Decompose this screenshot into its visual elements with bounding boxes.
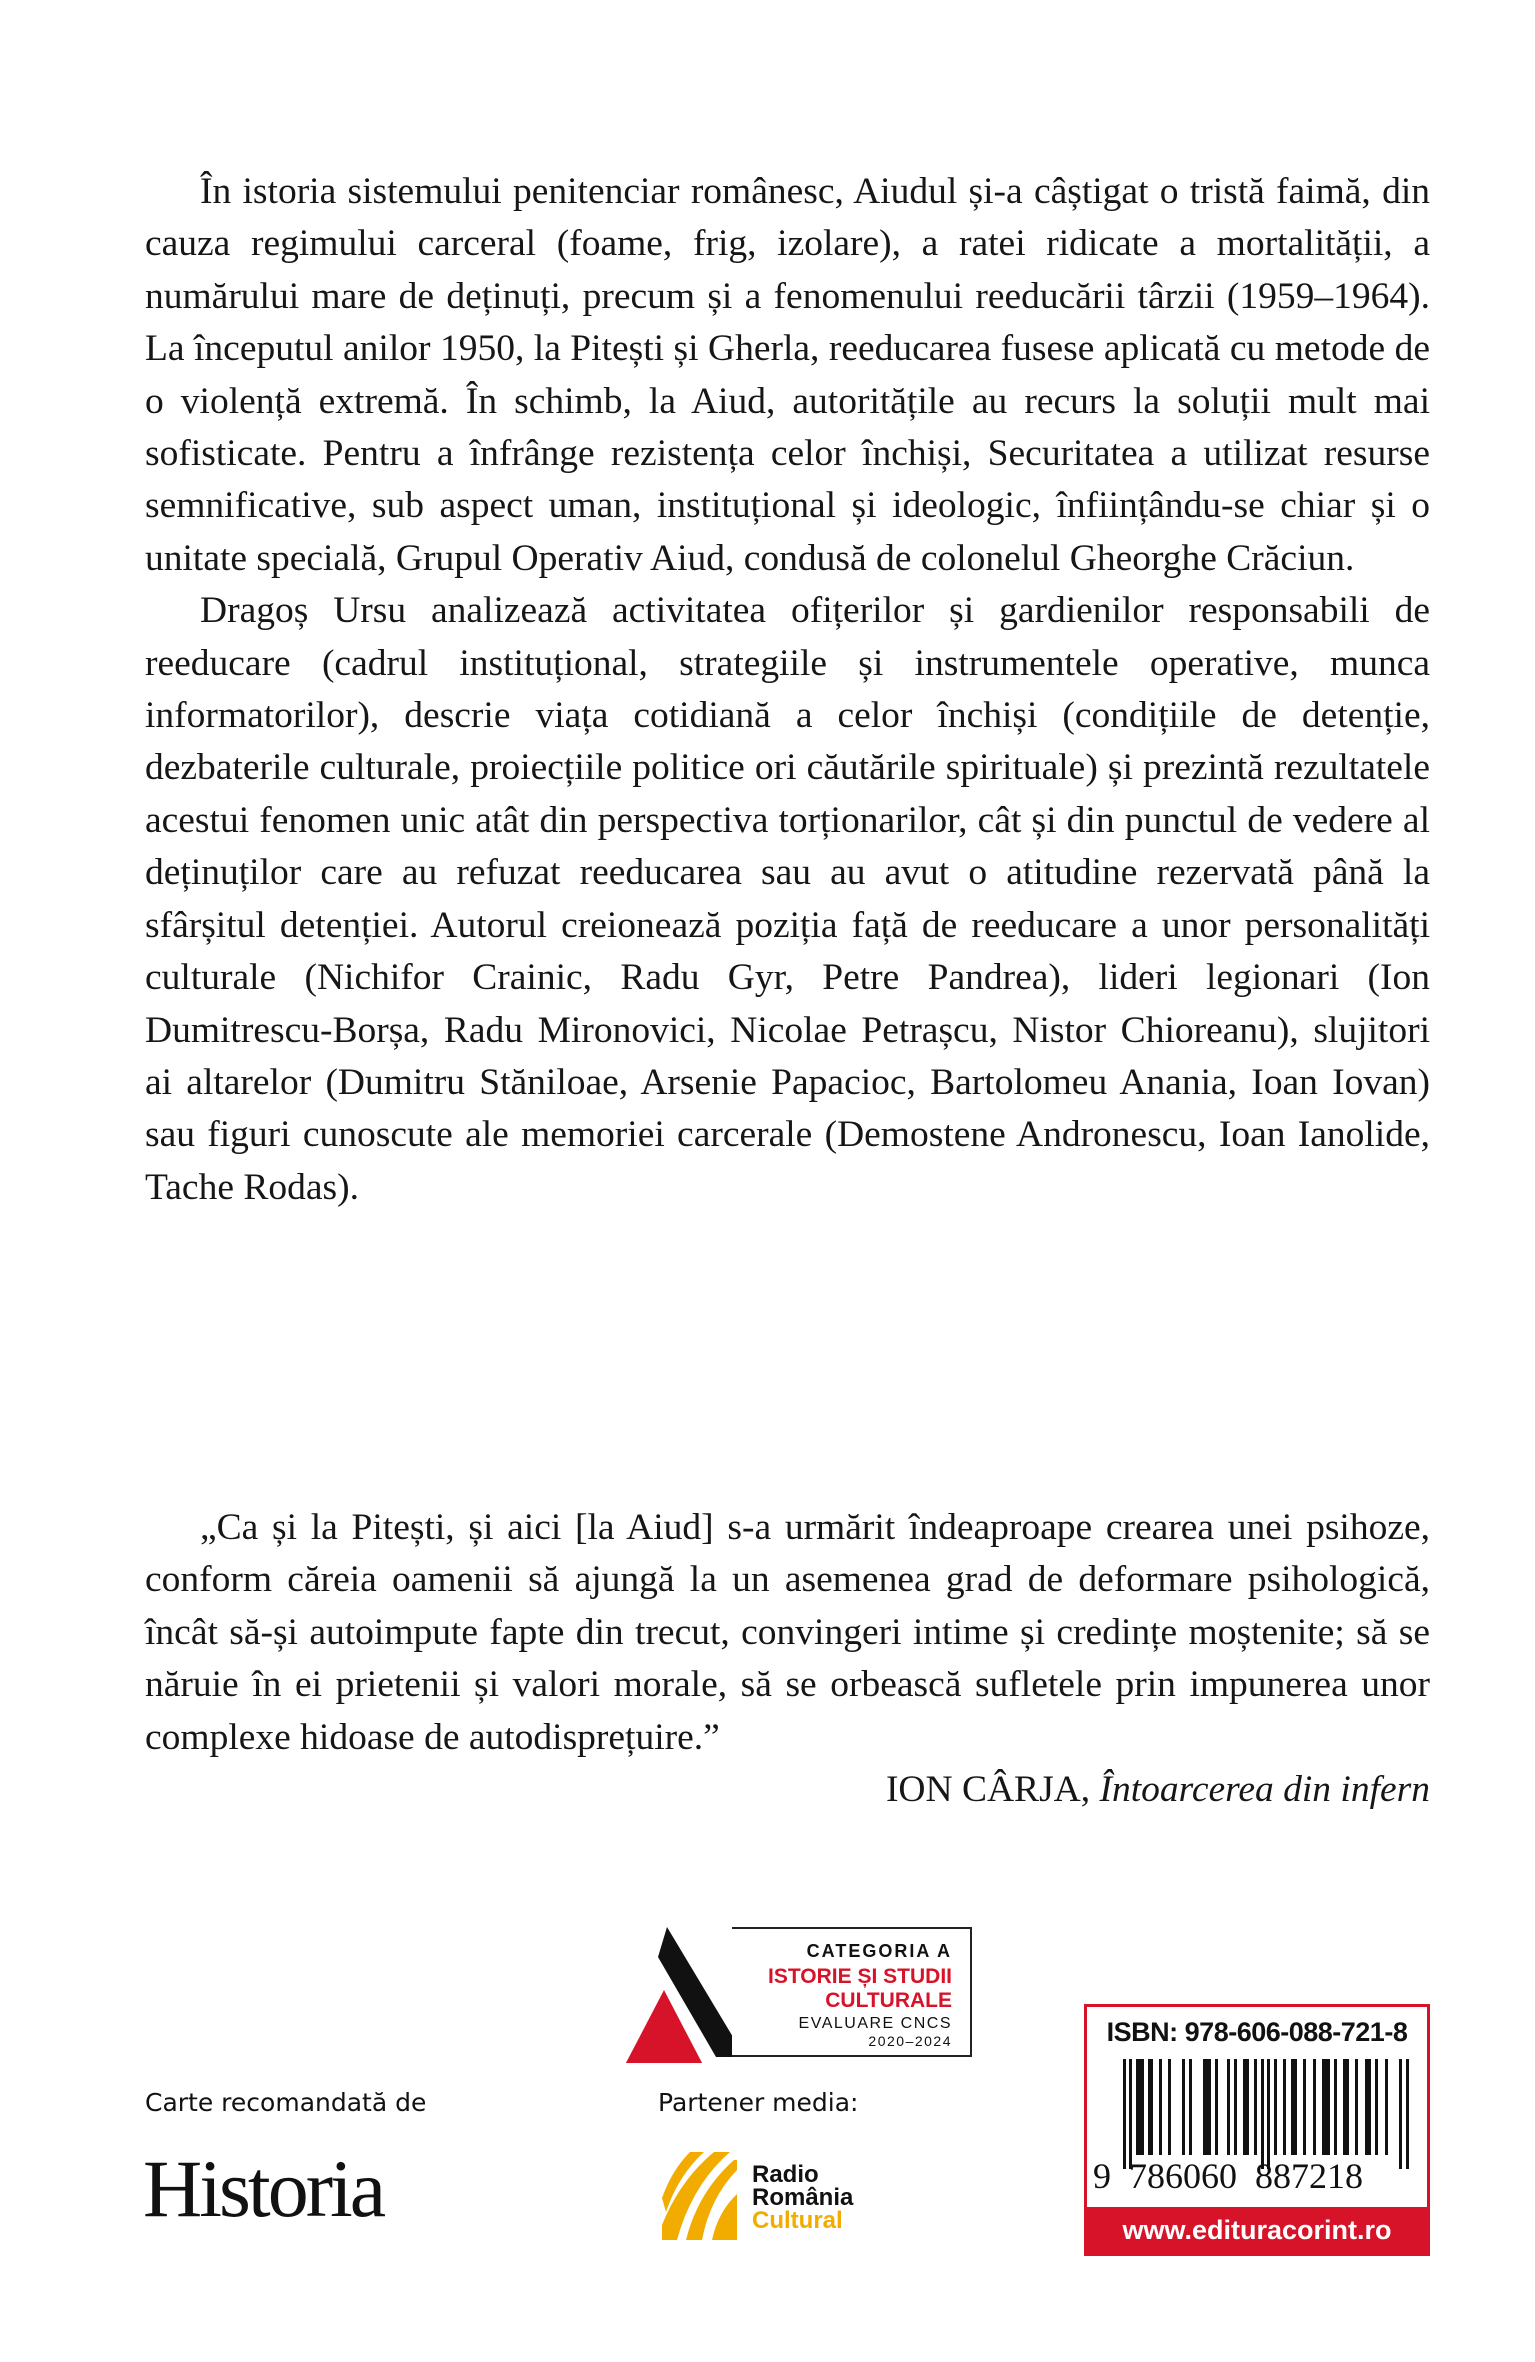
rrc-line-1: Radio: [752, 2161, 819, 2188]
book-blurb: [145, 166, 1430, 1214]
isbn-barcode-block: [1084, 2004, 1430, 2210]
quote-author: ION CÂRJA,: [885, 1769, 1100, 1811]
rrc-line-2: România: [752, 2184, 854, 2211]
historia-logo: Historia: [143, 2143, 384, 2234]
radio-romania-cultural-logo-icon: [662, 2150, 737, 2240]
cncs-category-badge: [610, 1905, 960, 2049]
recommended-by-label: Carte recomandată de: [145, 2088, 427, 2117]
isbn-number: ISBN: 978-606-088-721-8: [1106, 2017, 1408, 2047]
epigraph-quote: [145, 1502, 1430, 1816]
cncs-domain-line-1: ISTORIE ȘI STUDII: [768, 1965, 952, 1988]
cncs-evaluation: EVALUARE CNCS: [798, 2015, 952, 2032]
publisher-url[interactable]: www.edituracorint.ro: [1122, 2215, 1392, 2245]
cncs-text-box: [732, 1927, 972, 2057]
blurb-paragraph-2: Dragoș Ursu analizează activitatea ofițerilor și gardienilor responsabili de reeducare (cadrul instituțional, strategiile și instrumentele operative, munca informatorilor), descrie viața cotidiană a celor închiși (condițiile de detenție, dezbaterile culturale, proiecțiile politice ori căutările spirituale) și prezintă rezultatele acestui fenomen unic atât din perspectiva torționarilor, cât și din punctul de vedere al deținuților care au refuzat reeducarea sau au avut o atitudine rezervată până la sfârșitul detenției. Autorul creionează poziția față de reeducare a unor personalități culturale (Nichifor Crainic, Radu Gyr, Petre Pandrea), lideri legionari (Ion Dumitrescu-Borșa, Radu Mironovici, Nicolae Petrașcu, Nistor Chioreanu), slujitori ai altarelor (Dumitru Stăniloae, Arsenie Papacioc, Bartolomeu Anania, Ioan Iovan) sau figuri cunoscute ale memoriei carcerale (Demostene Andronescu, Ioan Ianolide, Tache Rodas).: [145, 590, 1430, 1208]
cncs-years: 2020–2024: [868, 2033, 952, 2049]
cncs-category: CATEGORIA A: [806, 1941, 952, 1961]
quote-text: „Ca și la Pitești, și aici [la Aiud] s-a urmărit îndeaproape crearea unei psihoze, conform căreia oamenii să ajungă la un asemenea grad de deformare psihologică, încât să-și autoimpute fapte din trecut, convingeri intime și credințe moștenite; să se năruie în ei prietenii și valori morale, să se orbească sufletele prin impunerea unor complexe hidoase de autodisprețuire.”: [145, 1507, 1430, 1758]
cncs-domain-line-2: CULTURALE: [825, 1989, 952, 2012]
radio-romania-cultural-name: [752, 2163, 853, 2232]
blurb-paragraph-1: În istoria sistemului penitenciar românesc, Aiudul și-a câștigat o tristă faimă, din cauza regimului carceral (foame, frig, izolare), a ratei ridicate a mortalității, a numărului mare de deținuți, precum și a fenomenului reeducării târzii (1959–1964). La începutul anilor 1950, la Pitești și Gherla, reeducarea fusese aplicată cu metode de o violență extremă. În schimb, la Aiud, autoritățile au recurs la soluții mult mai sofisticate. Pentru a înfrânge rezistența celor închiși, Securitatea a utilizat resurse semnificative, sub aspect uman, instituțional și ideologic, înființându-se chiar și o unitate specială, Grupul Operativ Aiud, condusă de colonelul Gheorghe Crăciun.: [145, 171, 1430, 579]
media-partner-label: Partener media:: [658, 2088, 859, 2117]
black-slash-icon: [610, 1905, 750, 2065]
barcode-icon: [1123, 2059, 1413, 2169]
publisher-url-bar[interactable]: [1084, 2210, 1430, 2256]
barcode-digits: 9 786060 887218: [1093, 2156, 1363, 2196]
quote-attribution: [145, 1764, 1430, 1816]
quote-work-title: Întoarcerea din infern: [1099, 1769, 1430, 1811]
rrc-line-3: Cultural: [752, 2207, 843, 2234]
